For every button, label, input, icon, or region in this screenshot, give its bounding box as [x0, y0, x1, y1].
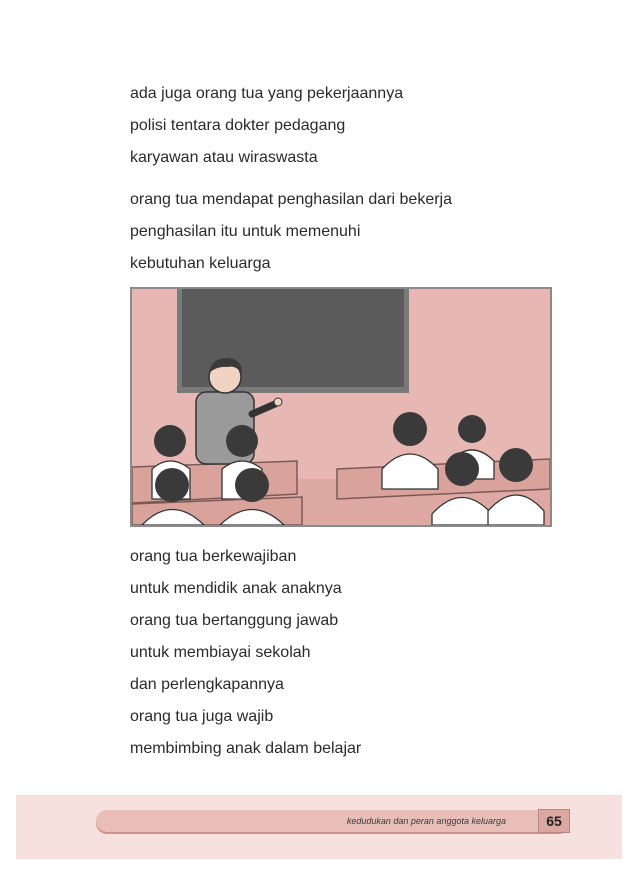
- paragraph-2: [130, 184, 452, 280]
- text-line: penghasilan itu untuk memenuhi: [130, 223, 361, 240]
- classroom-teacher-students-illustration: [132, 289, 550, 525]
- text-line: dan perlengkapannya: [130, 676, 284, 693]
- text-line: karyawan atau wiraswasta: [130, 149, 318, 166]
- paragraph-3: [130, 541, 361, 765]
- text-line: untuk mendidik anak anaknya: [130, 580, 342, 597]
- footer-caption: kedudukan dan peran anggota keluarga: [346, 816, 506, 826]
- classroom-illustration: [130, 287, 552, 527]
- text-line: orang tua bertanggung jawab: [130, 612, 339, 629]
- text-line: polisi tentara dokter pedagang: [130, 117, 346, 134]
- paragraph-1: [130, 78, 403, 174]
- text-line: orang tua mendapat penghasilan dari bekerja: [130, 191, 453, 208]
- text-line: orang tua berkewajiban: [130, 548, 297, 565]
- text-line: ada juga orang tua yang pekerjaannya: [130, 85, 404, 102]
- student-boy-right-1: [382, 412, 438, 489]
- text-line: orang tua juga wajib: [130, 708, 274, 725]
- text-line: membimbing anak dalam belajar: [130, 740, 362, 757]
- text-line: kebutuhan keluarga: [130, 255, 271, 272]
- text-line: untuk membiayai sekolah: [130, 644, 311, 661]
- page-number: 65: [538, 809, 570, 833]
